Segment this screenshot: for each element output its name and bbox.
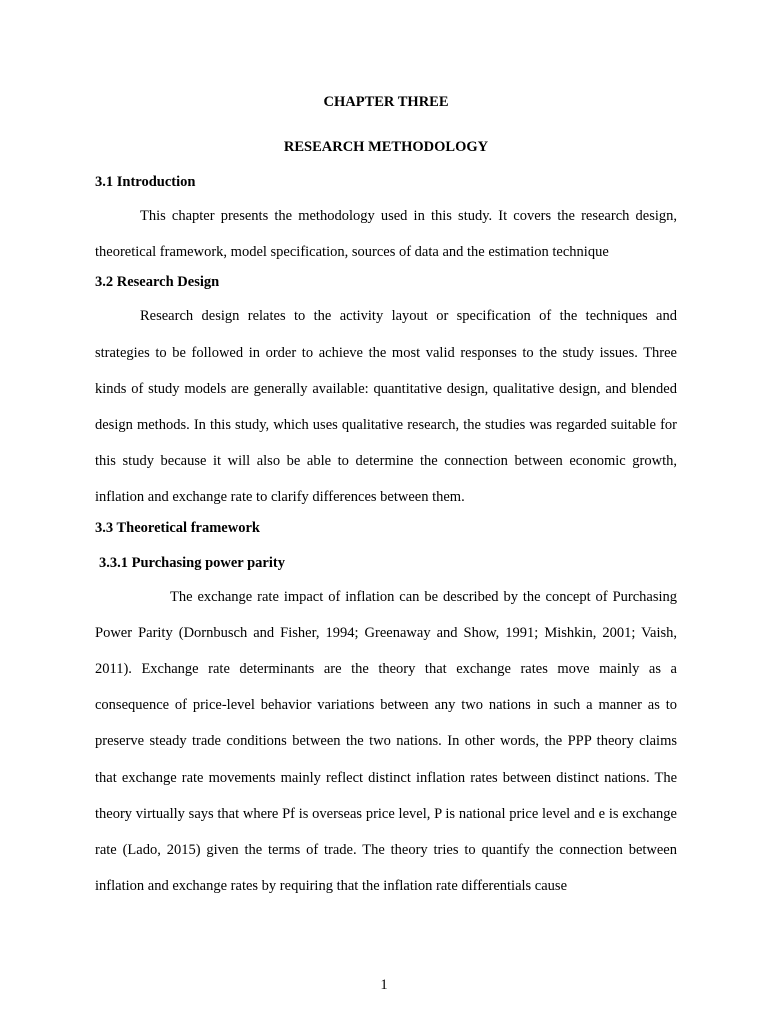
paragraph-introduction: This chapter presents the methodology used in this study. It covers the research design, theoretical framework, model specification, sources of data and the estimation technique xyxy=(95,208,677,261)
chapter-title: RESEARCH METHODOLOGY xyxy=(283,139,489,155)
document-page xyxy=(95,92,677,904)
paragraph-ppp: The exchange rate impact of inflation can be described by the concept of Purchasing Power Parity (Dornbusch and Fisher, 1994; Greenaway and Show, 1991; Mishkin, 2001; Vaish, 2011). Exchange rate determinants are the theory that exchange rates move mainly as a consequence of price-level behavior variations between any two nations in such a manner as to preserve steady trade conditions between the two nations. In other words, the PPP theory claims that exchange rate movements mainly reflect distinct inflation rates between distinct nations. The theory virtually says that where Pf is overseas price level, P is national price level and e is exchange rate (Lado, 2015) given the terms of trade. The theory tries to quantify the connection between inflation and exchange rates by requiring that the inflation rate differentials cause xyxy=(95,588,677,895)
paragraph-research-design: Research design relates to the activity layout or specification of the techniques and strategies to be followed in order to achieve the most valid responses to the study issues. Three kinds of study models are generally available: quantitative design, qualitative design, and blended design methods. In this study, which uses qualitative research, the studies was regarded suitable for this study because it will also be able to determine the connection between economic growth, inflation and exchange rate to clarify differences between them. xyxy=(95,308,677,506)
subsection-heading-ppp: 3.3.1 Purchasing power parity xyxy=(99,554,285,571)
section-heading-theoretical-framework: 3.3 Theoretical framework xyxy=(95,519,260,536)
section-heading-introduction: 3.1 Introduction xyxy=(95,174,196,190)
section-heading-research-design: 3.2 Research Design xyxy=(95,274,220,291)
chapter-label: CHAPTER THREE xyxy=(323,94,449,110)
page-number: 1 xyxy=(380,977,388,993)
